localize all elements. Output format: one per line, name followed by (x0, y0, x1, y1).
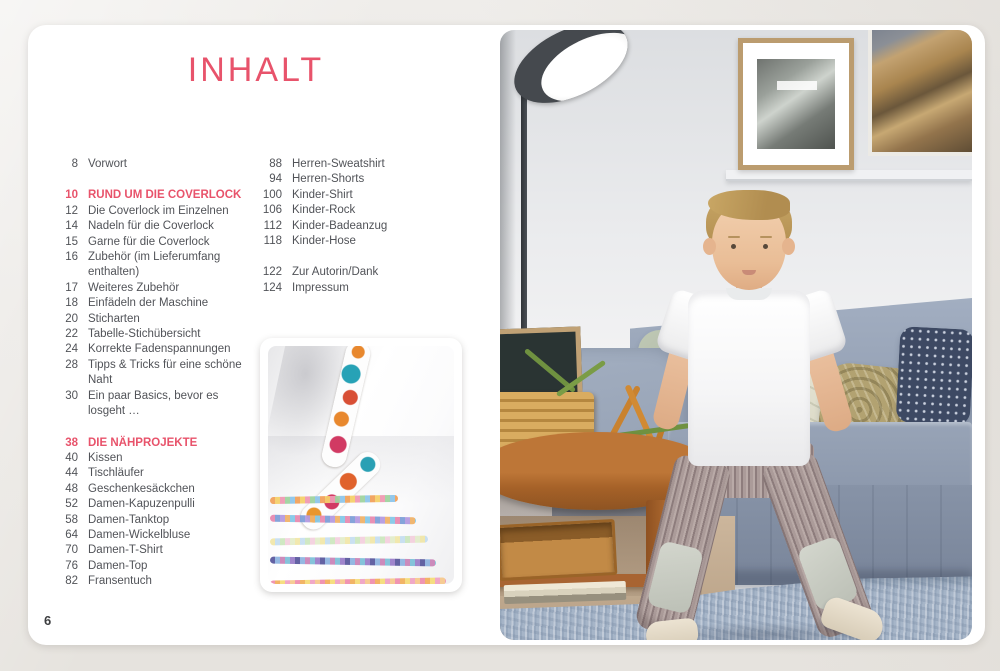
toc-entry (38, 235, 254, 250)
toc-entry-label: Kissen (88, 451, 123, 464)
toc-entry (38, 528, 254, 543)
toc-entry-number: 94 (269, 173, 282, 186)
toc-entry (242, 281, 458, 296)
toc-entry-number: 58 (65, 513, 78, 526)
toc-entry-number: 12 (65, 204, 78, 217)
toc-entry-label: Impressum (292, 281, 349, 294)
inset-photo-card (260, 338, 462, 592)
toc-entry (38, 466, 254, 481)
toc-entry-label: Tipps & Tricks für eine schöne Naht (88, 358, 242, 387)
toc-entry (38, 543, 254, 558)
toc-entry (242, 172, 458, 187)
toc-entry-number: 64 (65, 528, 78, 541)
toc-entry (38, 219, 254, 234)
toc-entry-number: 17 (65, 281, 78, 294)
toc-entry-label: Damen-Top (88, 559, 148, 572)
toc-entry-label: Kinder-Shirt (292, 188, 353, 201)
book-page (28, 25, 985, 645)
toc-entry-label: Zubehör (im Lieferumfang enthalten) (88, 251, 221, 279)
toc-entry-number: 124 (262, 281, 282, 294)
toc-entry-label: Kinder-Badeanzug (292, 219, 388, 232)
toc-entry-label: Tischläufer (88, 467, 144, 480)
toc-entry-number: 88 (269, 158, 282, 170)
toc-section-header (38, 436, 254, 451)
toc-entry (38, 250, 254, 281)
boy-ear (703, 238, 716, 255)
toc-entry-label: DIE NÄHPROJEKTE (88, 436, 198, 449)
toc-entry-label: Nadeln für die Coverlock (88, 220, 214, 233)
toc-entry (38, 157, 254, 172)
framed-photo (738, 38, 854, 170)
toc-entry (38, 497, 254, 512)
toc-entry-label: Einfädeln der Maschine (88, 297, 209, 310)
toc-entry-label: Herren-Shorts (292, 173, 365, 186)
overlock-stitch-row (270, 577, 446, 584)
toc-entry-label: Damen-Kapuzenpulli (88, 498, 195, 511)
framed-artwork (868, 30, 972, 156)
toc-entry-number: 24 (65, 343, 78, 356)
toc-entry (38, 312, 254, 327)
coverlock-stitch-sample-photo (268, 346, 454, 584)
toc-entry-number: 52 (65, 498, 78, 511)
toc-entry-label: Korrekte Fadenspannungen (88, 343, 231, 356)
toc-column-right (242, 157, 458, 296)
framed-photo-art (757, 59, 835, 149)
toc-entry (38, 389, 254, 420)
toc-entry (242, 234, 458, 249)
toc-entry-label: Sticharten (88, 312, 140, 325)
toc-entry-number: 18 (65, 297, 78, 310)
toc-entry-number: 16 (65, 251, 78, 264)
toc-entry (38, 296, 254, 311)
toc-entry-label: RUND UM DIE COVERLOCK (88, 189, 242, 202)
toc-entry (38, 451, 254, 466)
toc-entry (38, 574, 254, 589)
toc-column-left (38, 157, 254, 590)
toc-entry-label: Die Coverlock im Einzelnen (88, 204, 229, 217)
toc-entry (38, 281, 254, 296)
toc-entry-label: Garne für die Coverlock (88, 235, 210, 248)
boy-eye (731, 244, 736, 249)
toc-entry-label: Damen-T-Shirt (88, 544, 163, 557)
toc-entry (38, 204, 254, 219)
toc-entry (38, 513, 254, 528)
toc-entry-label: Fransentuch (88, 575, 152, 588)
toc-entry-label: Geschenkesäckchen (88, 482, 195, 495)
toc-entry (242, 219, 458, 234)
toc-entry (242, 157, 458, 172)
toc-entry-number: 15 (65, 235, 78, 248)
toc-entry-number: 10 (65, 189, 78, 202)
toc-entry-number: 40 (65, 451, 78, 464)
toc-entry-number: 106 (262, 204, 282, 217)
toc-entry-label: Damen-Tanktop (88, 513, 170, 526)
page-number: 6 (44, 613, 52, 628)
toc-entry-label: Zur Autorin/Dank (292, 266, 379, 279)
toc-entry-number: 22 (65, 328, 78, 341)
toc-entry (38, 327, 254, 342)
toc-entry (38, 342, 254, 357)
toc-entry-number: 122 (262, 266, 282, 279)
toc-entry-number: 70 (65, 544, 78, 557)
boy-eye (763, 244, 768, 249)
picture-ledge (726, 170, 972, 181)
toc-entry-number: 76 (65, 559, 78, 572)
toc-entry (38, 559, 254, 574)
toc-entry-label: Vorwort (88, 158, 127, 170)
toc-entry-label: Damen-Wickelbluse (88, 528, 191, 541)
toc-entry-number: 100 (262, 188, 282, 201)
toc-entry-number: 28 (65, 358, 78, 371)
toc-entry-number: 44 (65, 467, 78, 480)
wooden-toy-box (500, 519, 617, 581)
framed-photo-caption (777, 81, 817, 90)
toc-entry-label: Ein paar Basics, bevor es losgeht … (88, 389, 219, 418)
toc-entry-number: 30 (65, 389, 78, 402)
toc-entry-number: 118 (263, 235, 282, 248)
page-title: INHALT (187, 51, 325, 89)
toc-entry (38, 482, 254, 497)
toc-entry-label: Herren-Sweatshirt (292, 158, 385, 170)
toc-entry (242, 265, 458, 280)
toc-entry (242, 188, 458, 203)
toc-entry-number: 8 (71, 158, 78, 170)
toc-entry-label: Kinder-Hose (292, 235, 356, 248)
toc-entry-number: 38 (65, 436, 78, 449)
toc-entry-number: 82 (65, 575, 78, 588)
toc-entry-number: 112 (263, 219, 282, 232)
toc-entry (38, 358, 254, 389)
boy-ear (782, 238, 795, 255)
toc-entry-label: Kinder-Rock (292, 204, 356, 217)
toc-entry-number: 48 (65, 482, 78, 495)
toc-entry-number: 14 (65, 220, 78, 233)
toc-entry (242, 203, 458, 218)
knee-patch (646, 540, 704, 614)
toc-entry-label: Weiteres Zubehör (88, 281, 180, 294)
boy-eyebrow (728, 236, 740, 238)
toc-section-header (38, 188, 254, 203)
white-tshirt (688, 290, 810, 466)
photo-boy-in-living-room (500, 30, 972, 640)
boy-eyebrow (760, 236, 772, 238)
toc-entry-label: Tabelle-Stichübersicht (88, 328, 201, 341)
pillow-navy-dotted (896, 326, 972, 426)
toc-entry-number: 20 (65, 312, 78, 325)
